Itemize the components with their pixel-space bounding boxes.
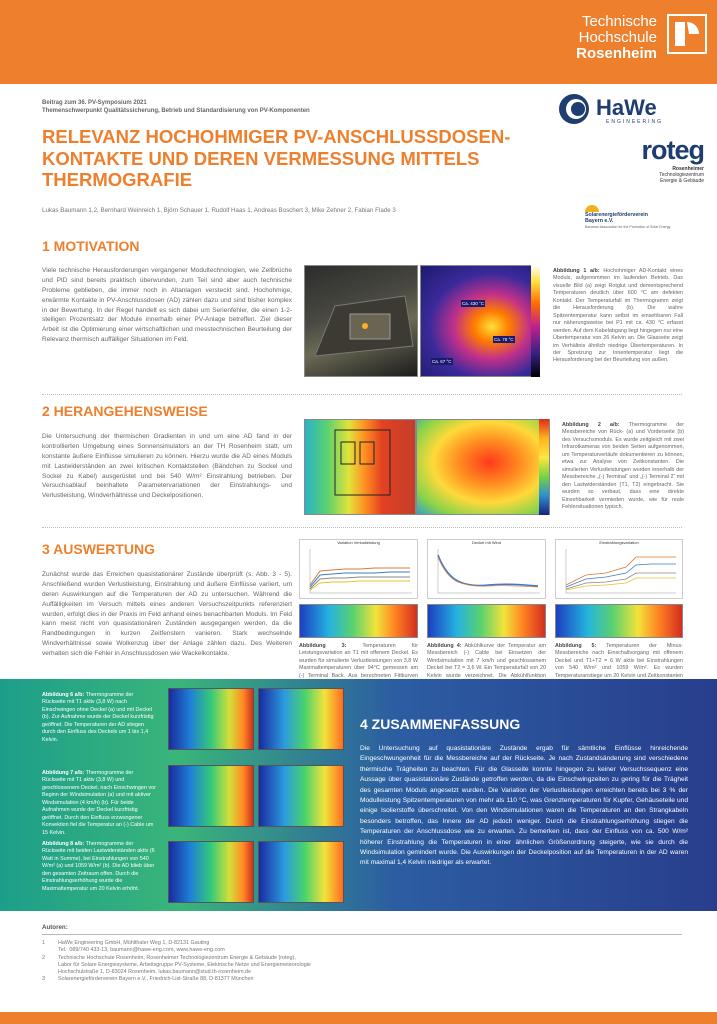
caption-fig2-label: Abbildung 2 a/b: bbox=[562, 422, 620, 428]
th-rosenheim-logo bbox=[576, 14, 657, 61]
footer-item bbox=[42, 976, 311, 983]
caption-fig3-label: Abbildung 3: bbox=[299, 643, 347, 649]
bottom-bar bbox=[0, 1012, 717, 1024]
footer-text: Solarenergieförderverein Bayern e.V., Friedrich-List-Straße 88, D-81377 München bbox=[58, 976, 254, 983]
footer-list bbox=[42, 940, 311, 984]
caption-fig2 bbox=[562, 422, 684, 511]
thermogram-7b bbox=[258, 765, 344, 827]
conference-meta bbox=[42, 99, 310, 115]
caption-fig1 bbox=[553, 268, 683, 365]
hawe-logo bbox=[556, 92, 706, 126]
th-line2: Hochschule bbox=[578, 28, 657, 46]
header-bar bbox=[0, 0, 717, 84]
caption-fig6-text: Thermogramme der Rückseite mit T1 aktiv (3,8 W) nach Einschwingen ohne Deckel (a) und mit Deckel (b). Zur Aufnahme wurde der Deckel kurzfristig geöffnet. Die Temperaturen der AD stiegen durch den Einfluss des Deckels um 1 bis 1,4 Kelvin. bbox=[42, 692, 154, 743]
divider-2 bbox=[42, 527, 682, 528]
thermogram-7a bbox=[168, 765, 254, 827]
footer-item bbox=[42, 940, 311, 947]
meta-line1: Beitrag zum 36. PV-Symposium 2021 bbox=[42, 100, 147, 106]
caption-fig8-label: Abbildung 8 a/b: bbox=[42, 841, 85, 847]
footer-text: Tel.: 089/740 433-13, baumann@hawe-eng.com, www.hawe-eng.com bbox=[58, 947, 225, 954]
heading-motivation: 1 MOTIVATION bbox=[42, 238, 140, 254]
caption-fig6 bbox=[42, 692, 158, 744]
solarenergiefoerderverein-logo bbox=[585, 200, 703, 240]
text-summary: Die Untersuchung auf quasistationäre Zustände ergab für sämtliche Einflüsse hinreichende Eingeschwungenheit für die Messbereiche auf der Rückseite. Je nach Zustandsänderung sind verschiedene thermische Trägheiten zu beachten. Für die Glasseite konnte hingegen zu keiner Versuchssequenz eine Aussage über quasistationäre Zustände getroffen werden, da die Einschwingzeiten zu gering für die Trägheit des gesamten Moduls angesetzt wurden. Die Variation der Verlustleistungen erreichten bereits bei 3 % der Modulleistung Spitzentemperaturen von mehr als 110 °C, was Grenztemperaturen für Kupfer, Gehäuseteile und einige Isolierstoffe überschreitet. Von den Windsimulationen waren die Temperaturen an den Strangkabeln besonders betroffen, das Innere der AD jedoch weniger. Durch die Einstrahlungserhöhung stiegen die Temperaturen der Anschlussdose wie zu erwarten. Zu bemerken ist, dass der Einfluss von ca. 500 W/m² höherer Einstrahlung die Temperaturen in einer ähnlichen Größenordnung steigerte, wie sie durch die Windsimulation gemindert wurde. Die Auswirkungen der Deckelposition auf die Temperaturen in der AD waren mit maximal 1,4 Kelvin niedriger als erwartet. bbox=[360, 745, 688, 867]
poster-title: RELEVANZ HOCHOHMIGER PV-ANSCHLUSSDOSEN-KONTAKTE UND DEREN VERMESSUNG MITTELS THERMOGRAFIE bbox=[42, 126, 511, 191]
caption-fig4-label: Abbildung 4: bbox=[427, 643, 462, 649]
chart3-plot bbox=[556, 545, 682, 597]
thermogram-6a bbox=[168, 688, 254, 750]
caption-fig7-label: Abbildung 7 a/b: bbox=[42, 770, 85, 776]
th-line1: Technische bbox=[581, 13, 657, 30]
footer-text: Hochschulstraße 1, D-83024 Rosenheim, lukas.baumann@stud.th-rosenheim.de bbox=[58, 969, 252, 976]
caption-fig5-label: Abbildung 5: bbox=[555, 643, 597, 649]
thermogram-6b bbox=[258, 688, 344, 750]
caption-fig6-label: Abbildung 6 a/b: bbox=[42, 692, 85, 698]
thermo-label-1: Ca. 430 °C bbox=[462, 301, 485, 306]
thermogram-2b bbox=[416, 419, 550, 515]
text-approach: Die Untersuchung der thermischen Gradienten in und um eine AD fand in der kontrollierten Umgebung eines Sonnensimulators an der TH Rosenheim statt, um konstante äußere Einflüsse simulieren zu können. Hierzu wurde die AD eines Moduls mit Lastwiderständen an zwei kritischen Kontaktstellen (Bändchen zu Sockel und Sockel zu Kabel) ausgerüstet und bei 540 W/m² Einstrahlung betrieben. Der Versuchsablauf beinhaltete Parametervariationen der Einstrahlungs- und Verlustleistung, Windverhältnisse und Deckelpositionen. bbox=[42, 433, 292, 500]
footer-text: Labor für Solare Energiesysteme, Arbeitsgruppe PV-Systeme, Elektrische Netze und Energiemeteorologie bbox=[58, 961, 311, 968]
text-motivation: Viele technische Herausforderungen vergangener Modultechnologien, wie Zellbrüche und PID sind bereits praktisch überwunden, zum Teil sind aber auch technische Probleme geblieben, die immer noch in Altanlagen versteckt sind. Hochohmige, erwärmte Kontakte in PV-Anschlussdosen (AD) zählen dazu und sind bisher komplex in der Bewertung. In der Regel handelt es sich dabei um Serienfehler, die einen 1-2-stelligen Prozentsatz der Module innerhalb einer PV-Anlage betreffen. Ziel dieser Arbeit ist die Optimierung einer wirtschaftlichen und messtechnischen Beurteilung der Relevanz thermisch auffälliger Situationen im Feld. bbox=[42, 267, 292, 344]
caption-fig7 bbox=[42, 770, 158, 837]
chart2-plot bbox=[428, 545, 545, 597]
caption-fig1-text: Hochohmiger AD-Kontakt eines Moduls, aufgenommen im laufenden Betrieb. Das visuelle Bild (a) zeigt Rotglut und dementsprechend Temperaturen deutlich über 600 °C am defekten Kontakt. Der Temperaturfall im Thermogramm zeigt die Herausforderung (b). Die wahre Spitzentemperatur kann selbst im einsehbaren Fall nur näherungsweise bei P1 mit ca. 430 °C erfasst werden. Auf dem Kabelabgang liegt hingegen nur eine Übertemperatur von 26 Kelvin an. Die Glasseite zeigt im Verhältnis ähnlich niedrige Übertemperaturen. In der Spreizung zur Innentemperatur liegt die Herausforderung bei der Beurteilung von außen. bbox=[553, 268, 684, 364]
roteg-logo bbox=[604, 135, 704, 184]
thermogram-5 bbox=[555, 604, 683, 638]
thermogram-8a bbox=[168, 841, 254, 903]
junction-box-shape bbox=[305, 266, 418, 377]
thermogram-2a bbox=[304, 419, 416, 515]
sev-line3: Bavarian Association for the Promotion of Solar Energy bbox=[585, 224, 671, 229]
caption-fig7-text: Thermogramme der Rückseite mit T1 aktiv (3,8 W) und geschlossenem Deckel, nach Einschwingen vor Beginn der Windsimulation (a) und mit aktiver Windsimulation (4 km/h) (b). Für beide Aufnahmen wurde der Deckel kurzfristig geöffnet. Durch den Einfluss erzwungener Konvektion fiel die Temperatur an (-) Cable um 15 Kelvin. bbox=[42, 770, 156, 836]
chart1-plot bbox=[300, 545, 417, 597]
chart-variation-verlustleistung bbox=[299, 539, 418, 599]
heading-evaluation: 3 AUSWERTUNG bbox=[42, 541, 156, 557]
chart-deckel-mit-wind bbox=[427, 539, 546, 599]
divider-1 bbox=[42, 394, 682, 395]
photo-junction-box bbox=[304, 265, 418, 377]
footer-item bbox=[42, 962, 311, 969]
footer-rule bbox=[42, 934, 682, 935]
hawe-wordmark: HaWe bbox=[596, 95, 657, 120]
footer-item bbox=[42, 947, 311, 954]
thermo-label-3: Ca. 78 °C bbox=[494, 337, 514, 342]
footer-item bbox=[42, 955, 311, 962]
thermogram-3 bbox=[299, 604, 418, 638]
footer-num: 2 bbox=[42, 954, 45, 961]
chart2-title: Deckel mit Wind bbox=[472, 540, 501, 545]
footer-text: Technische Hochschule Rosenheim, Rosenheimer Technologiezentrum Energie & Gebäude (roteg), bbox=[58, 954, 296, 961]
thermo-scale-2 bbox=[539, 419, 549, 515]
chart1-title: Variation Verlustleistung bbox=[337, 540, 380, 545]
chart-einstrahlungsvariation bbox=[555, 539, 683, 599]
caption-fig8 bbox=[42, 841, 158, 893]
caption-fig3-text: Temperaturen für Leistungsvariation an T1 mit offenem Deckel. Es wurden für simulierte Verlustleistungen von 3,8 W Maximaltemperaturen über 94°C gemessen am (-) Terminal Back. Aus berechneten Fittkurven bbox=[299, 643, 418, 679]
chart3-title: Einstrahlungsvariation bbox=[599, 540, 639, 545]
junction-box-outline bbox=[305, 420, 416, 515]
caption-fig8-text: Thermogramme der Rückseite mit beiden Lastwiderständen aktiv (6 Watt in Summe), bei Einstrahlungen von 540 W/m² (a) und 1059 W/m² (b). Die AD blieb über den gesamten Zeitraum offen. Durch die Einstrahlungserhöhung wurde die Maximaltemperatur um 20 Kelvin erhöht. bbox=[42, 841, 155, 892]
roteg-sub2: Technologiezentrum bbox=[659, 172, 704, 178]
heading-approach: 2 HERANGEHENSWEISE bbox=[42, 403, 208, 419]
caption-fig1-label: Abbildung 1 a/b: bbox=[553, 268, 600, 274]
footer-heading: Autoren: bbox=[42, 924, 68, 931]
sun-icon bbox=[585, 200, 599, 212]
caption-fig2-text: Thermogramme der Messbereiche von Rück- (a) und Vorderseite (b) des Versuchsmoduls. Es wurde zeitgleich mit zwei Infrarotkameras von beiden Seiten aufgenommen, um Temperaturverläufe dokumentieren zu können, etwa zur Analyse von Zeitkonstanten. Die simulierten Verlustleistungen wurden innerhalb der Messbereiche „(-) Terminal“ und „(-) Terminal 2“ mit den Lastwiderständen (T1, T2) eingebracht. Sie wurden so verbaut, dass eine direkte Einsehbarkeit vermieden wurde, wie für reale Fehlersituationen typisch. bbox=[562, 422, 684, 510]
thermogram-8b bbox=[258, 841, 344, 903]
caption-fig4-text: Abkühlkurve der Temperatur am Messbereich (-) Cable bei Einsetzen der Windsimulation mit 7 km/h und geschlossenem Deckel bei T2 = 3,6 W. Ein Temperaturfall von 20 Kelvin wurde verzeichnet. Die Abkühlfunktion bbox=[427, 643, 547, 679]
footer-text: HaWe Engineering GmbH, Mühlthaler Weg 1, D-82131 Gauting bbox=[58, 940, 210, 946]
thermogram-4 bbox=[427, 604, 546, 638]
meta-line2: Themenschwerpunkt Qualitätssicherung, Betrieb und Standardisierung von PV-Komponenten bbox=[42, 108, 310, 115]
authors: Lukas Baumann 1,2, Bernhard Weinreich 1, Björn Schauer 1, Rudolf Haas 1, Andreas Boschert 3, Mike Zehner 2, Fabian Flade 3 bbox=[42, 207, 396, 214]
hawe-globe-icon bbox=[556, 92, 596, 126]
footer-num: 1 bbox=[42, 940, 45, 946]
text-evaluation: Zunächst wurde das Erreichen quasistationärer Zustände überprüft (s. Abb. 3 - 5). Anschließend wurden Verlustleistung, Einstrahlung und äußere Einflüsse variiert, um deren Auswirkungen auf die Temperaturen der AD zu untersuchen. Während die Auffälligkeiten im Versuch mittels eines anderen Versuchszeitpunkts referenziert wurden, erfolgt dies in der Praxis im Feld anhand eines benachbarten Moduls. Im Feld kann meist nicht von quasistationären Zuständen ausgegangen werden, da die Randbedingungen in kurzen Zeitfenstern variieren. Stark wechselnde Windverhältnisse sowie Wolkenzug über der Anlage zählen dazu. Des Weiteren verhalten sich die Fehler in Anschlussdosen wie Wackelkontakte. bbox=[42, 571, 292, 657]
hawe-sub: ENGINEERING bbox=[606, 119, 664, 125]
sev-line2: Bayern e.V. bbox=[585, 218, 614, 225]
th-logo-mark-icon bbox=[667, 14, 707, 54]
thermo-label-2: Ca. 67 °C bbox=[432, 359, 452, 364]
roteg-sub3: Energie & Gebäude bbox=[660, 178, 704, 184]
heading-summary: 4 ZUSAMMENFASSUNG bbox=[360, 716, 521, 732]
footer-num: 3 bbox=[42, 976, 45, 983]
caption-fig5-text: Temperaturen der Minus-Messbereiche nach Einschaltvorgang mit offenem Deckel und T1+T2 = 6 W aktiv bei Einstrahlungen von 540 W/m² und 1059 W/m². Es wurden Temperaturanstiege um 20 Kelvin und Zeitkonstanten bbox=[555, 643, 683, 679]
roteg-sub1: Rosenheimer bbox=[672, 166, 704, 172]
thermogram-1b bbox=[420, 265, 540, 377]
thermo-scale-1 bbox=[531, 265, 540, 377]
sev-line1: Solarenergieförderverein bbox=[585, 212, 648, 218]
roteg-wordmark: roteg bbox=[641, 135, 704, 165]
th-line3: Rosenheim bbox=[576, 44, 657, 62]
footer-item bbox=[42, 969, 311, 976]
